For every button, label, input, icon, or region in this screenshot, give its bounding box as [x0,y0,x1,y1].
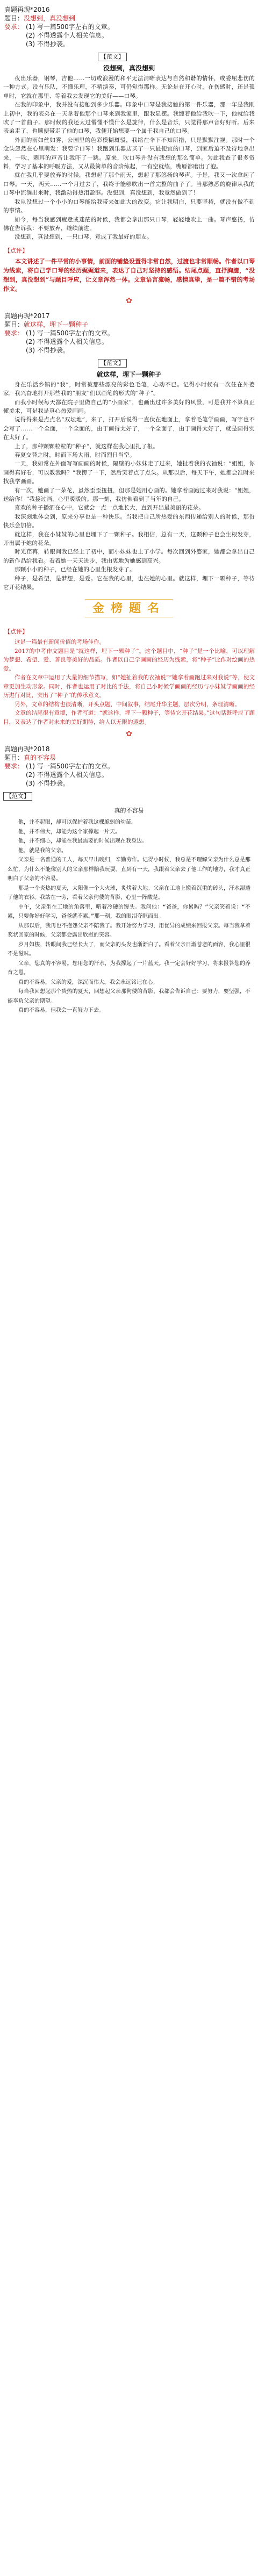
comment-paragraph: 文章的结尾很有意境，作者写道：“就这样，埋下一颗种子，等待它开花结果。”这句话既呼应了题目，又表达了作者对未来的美好期待，给人以无限的遐想。 [3,710,255,725]
gold-banner [3,599,255,617]
requirement-2 [4,337,255,346]
page [0,0,258,1016]
essay-paragraph: 那颗小小的种子，已经在她的心里生根发芽了。 [15,566,135,573]
banner-text: 金榜题名 [85,599,173,617]
prompt-block-2018 [3,745,255,788]
essay-paragraph: 我从没想过一个小小的口琴能给我带来如此大的改变。它让我明白，只要坚持，就没有做不到的事情。 [3,198,255,214]
essay-paragraph: 中午，父亲坐在工地的角落里，啃着冷硬的馒头。我问他：“爸爸，你累吗？”父亲笑着说：“不累，只要你好好学习，爸爸就不累。”那一刻，我的眼泪夺眶而出。 [8,904,250,920]
title-value: 没想到，真没想到 [24,15,76,22]
essay-paragraph: 他，并不起眼，却可以保护着我这棵脆弱的幼苗。 [18,819,137,826]
requirement-3 [4,779,255,788]
requirement-text: (3) 不得抄袭。 [26,40,69,48]
sample-essay-tag: 【范文】 [98,359,127,368]
year-heading: 真题再现*2017 [4,312,50,320]
essay-body-2018 [3,818,255,1016]
essay-paragraph: 说得得来是点点名“双坛地”，来了，打开后说得一直伏在地面上，拿着毛笔学画画，写字也不会写了……一个全面，一个全面的，由于画得太好了，一个全面了，由于画得太好了，就是画得实在太好了。 [3,416,255,441]
requirement-3 [4,346,255,355]
essay-paragraph: 身在乐活乡镇的“我”，时常被那些漂亮的彩色毛笔，心动不已。记得小时候有一次住在外婆家，我兴奋地打开那些我的“朋友”们以画笔的形式的“种子”。 [3,381,255,397]
requirement-label: 要求： [4,762,24,771]
essay-body-2016 [3,74,255,242]
essay-paragraph: 岁月如梭，转眼间我已经长大了，而父亲的头发也渐渐白了。看着父亲日渐苍老的面容，我心里很不是滋味。 [8,941,250,958]
essay-paragraph: 喜欢的种子播洒在心中，它就会一点一点地长大，直到开出最美丽的花朵。 [15,505,205,512]
prompt-block-2017 [3,312,255,355]
essay-paragraph: 种子，是希望，是梦想，是爱。它在我的心里，也在她的心里。就这样，埋下一颗种子，等待它开花结果。 [3,575,255,591]
essay-paragraph: 从那以后，我再也不抱怨父亲不陪我了。我开始努力学习，用优异的成绩来回报父亲。每当我拿着奖状回家的时候，父亲都会露出欣慰的笑容。 [8,923,250,939]
requirement-text: (2) 不得透露个人相关信息。 [26,32,108,39]
requirement-label: 要求： [4,23,24,31]
flower-divider-icon: ✿ [126,296,132,305]
requirement-2 [4,31,255,40]
essay-paragraph: 父亲，您真的不容易。您用您的汗水，为我撑起了一片蓝天。我一定会好好学习，将来报答您的养育之恩。 [8,960,250,976]
essay-title: 就这样，埋下一颗种子 [96,370,161,378]
essay-paragraph: 如今，每当我感到疲惫或迷茫的时候，我都会拿出那只口琴，轻轻地吹上一曲。琴声悠扬，仿佛在告诉我：不要放弃，继续前进。 [3,216,255,232]
sample-essay-tag: 【范文】 [98,53,127,61]
essay-paragraph: 在我的印象中，我并没有接触到多少乐器。印象中口琴是我接触的第一件乐器，那一年是我刚上初中，我的表弟在一天拿着他那个口琴来到我家里，跟我显摆。我缠着他给我吹一下，他就给我吹了一首曲子。那时候的我还太过懵懂不懂什么是旋律，什么是音乐，只觉得那声音好好听。后来表弟走了，也顺便带走了他的口琴，我便开始想要一个属于我自己的口琴。 [3,102,255,135]
prompt-block-2016 [3,5,255,48]
requirement-text: (2) 不得透露个人相关信息。 [26,771,108,779]
title-label: 题目： [4,320,24,328]
essay-paragraph: 我深刻地体会到，原来分享也是一种快乐。当我把自己所热爱的东西传递给别人的时候，那份快乐会加倍。 [3,513,255,529]
essay-paragraph: 没想到，真没想到，一只口琴，竟成了我最好的朋友。 [15,234,153,241]
title-label: 题目： [4,15,24,22]
essay-paragraph: 外面的雨如丝如雾，公园里的色彩模糊斑驳，我缩在伞下不知所措，只是默默注视。那时一个念头忽然在心里萌发：我要学口琴！我跑到乐器店买了一只最便宜的口琴，到家后迫不及待地拿出来，一吹，刺耳的声音让我吓了一跳。原来，吹口琴并没有我想的那么简单。为此我查了很多资料，学习了基本的呼吸方法，又从最简单的音阶练起，一有空就练，嘴唇都磨出了泡。 [3,136,255,170]
requirement-text: (2) 不得透露个人相关信息。 [26,337,108,346]
year-heading: 真题再现*2016 [4,6,50,13]
essay-title: 真的不容易 [114,807,144,815]
essay-paragraph: 他，并不细心，却能在我最需要的时候出现在我身边。 [18,838,147,845]
requirement-text: (1) 写一篇500字左右的文章。 [26,23,114,31]
comment-tag: 【点评】 [4,628,28,636]
requirement-label: 要求： [4,329,24,337]
year-heading: 真题再现*2018 [4,745,50,753]
essay-paragraph: 每当我回想起那个炎热的夏天，回想起父亲那佝偻的背影，我都会告诉自己：要努力，要坚强，不能辜负父亲的期望。 [8,989,250,1004]
comment-tag: 【点评】 [4,247,28,254]
essay-paragraph: 夜出乐器，钢琴，吉他……一切或浪漫的和平无法清晰表达与自然和谐的情怀，或委屈悲伤的一种方式。没有乐队，不懂乐理，不精演奏，可仍觉得那样。无论是在开心时，在伤感时，还是孤单时，它就在那里、等着我去发现它的美好——口琴。 [3,75,255,99]
title-label: 题目： [4,754,24,762]
comment-body-2017 [3,638,255,726]
requirement-text: (3) 不得抄袭。 [26,780,69,788]
essay-paragraph: 一天，我如常在外面写写画画的时候，隔壁的小妹妹走了过来，她扯着我的衣袖说：“姐姐，你画得真好看，可以教我吗？”我愣了一下，然后笑着点了点头。从那以后，每天下午，她都会准时来找我学画画。 [3,460,255,485]
essay-paragraph: 而我小时候每天都在院子里做自己的“小画家”，也画出过许多美好的风景，可是我并不算真正懂美术，可是我是真心热爱画画。 [3,399,255,414]
flower-divider-icon: ✿ [126,730,132,739]
essay-paragraph: 时光荏苒，转眼间我已经上了初中，而小妹妹也上了小学。每次回到外婆家，她都会拿出自己的新作品给我看。看着她一天天进步，我由衷地为她感到高兴。 [3,549,255,564]
essay-paragraph: 春夏交替之时，时而下场大雨，时而烈日当空。 [15,451,135,458]
requirement-1 [4,23,255,31]
requirement-1 [4,762,255,771]
essay-paragraph: 有一次，她画了一朵花，虽然歪歪扭扭，但那是她用心画的。她拿着画跑过来对我说：“姐姐，送给你！”我接过画，心里暖暖的。那一刻，我仿佛看到了当年的自己。 [3,487,255,502]
prompt-title [4,753,255,762]
essay-body-2017 [3,380,255,592]
essay-paragraph: 他，就是我的父亲。 [18,847,67,854]
comment-text: 本文讲述了一件平常的小事情，前面的铺垫设置得非常自然，过渡也非常顺畅。作者以口琴为线索，将自己学口琴的经历娓娓道来，表达了自己对坚持的感悟。结尾点题，直抒胸臆，“没想到，真没想到”与题目呼应，让文章浑然一体。文章语言流畅，感情真挚，是一篇不错的考场作文。 [3,257,255,292]
requirement-3 [4,40,255,48]
essay-paragraph: 就这样，我在小妹妹的心里也埋下了一颗种子。我相信，总有一天，这颗种子也会生根发芽，开出属于她的花朵。 [3,531,255,547]
essay-paragraph: 上了，那种颗颗粒粒的“种子”，就这样在我心里扎了根。 [15,443,159,450]
essay-paragraph: 那是一个炎热的夏天，太阳像一个大火球，炙烤着大地。父亲在工地上搬着沉重的砖头，汗水湿透了他的衣衫。我站在一旁，看着父亲佝偻的背影，心里一阵酸楚。 [8,885,250,901]
requirement-2 [4,771,255,779]
section-2017 [3,306,255,727]
prompt-title [4,14,255,23]
title-value: 就这样，埋下一颗种子 [24,320,89,328]
comment-paragraph: 另外，文章的结构也很清晰，开头点题，中间叙事，结尾升华主题，层次分明，条理清晰。 [15,701,240,708]
comment-paragraph: 作者在文章中运用了大量的细节描写，如“她扯着我的衣袖说”“她拿着画跑过来对我说”等，使文章更加生动形象。同时，作者也运用了对比的手法，将自己小时候学画画的经历与小妹妹学画画的经历进行对比，突出了“种子”的传承意义。 [3,674,255,699]
essay-paragraph: 他，并不伟大，却能为这个家撑起一片天。 [18,829,120,835]
requirement-text: (1) 写一篇500字左右的文章。 [26,762,114,771]
section-2018 [3,739,255,1016]
prompt-title [4,320,255,329]
essay-title: 没想到，真没想到 [103,64,155,72]
comment-paragraph: 这是一篇最有新闻价值的考场佳作。 [15,639,105,646]
comment-paragraph: 2017的中考作文题目是“就这样，埋下一颗种子”。这个题目中，“种子”是一个比喻，可以理解为梦想、希望、爱、善良等美好的品质。作者以自己学画画的经历为线索，将“种子”比作对绘画的热爱。 [3,647,255,672]
essay-paragraph: 真的不容易，但我会一直努力下去。 [18,1008,104,1014]
essay-paragraph: 就在我几乎要放弃的时候，我想起了那个雨天，想起了那悠扬的琴声。于是，我又一次拿起了口琴。一天，两天……一个月过去了，我终于能够吹出一首完整的曲子了。当那熟悉的旋律从我的口琴中流淌出来时，我激动得热泪盈眶。没想到，真没想到，我竟然做到了！ [3,172,255,197]
essay-paragraph: 父亲是一名普通的工人，每天早出晚归，辛勤劳作。记得小时候，我总是不理解父亲为什么总是那么忙，为什么不能像别人的父亲那样陪我玩耍。直到有一天，我跟着父亲去了他工作的地方，我才真正明白了父亲的不容易。 [8,857,250,882]
requirement-text: (3) 不得抄袭。 [26,346,69,354]
sample-essay-tag: 【范文】 [3,792,32,801]
requirement-text: (1) 写一篇500字左右的文章。 [26,329,114,337]
section-2016 [3,0,255,293]
title-value: 真的不容易 [24,754,56,762]
requirement-1 [4,329,255,337]
essay-paragraph: 真的不容易，父亲的爱，深沉而伟大。我会永远铭记在心。 [18,979,158,985]
